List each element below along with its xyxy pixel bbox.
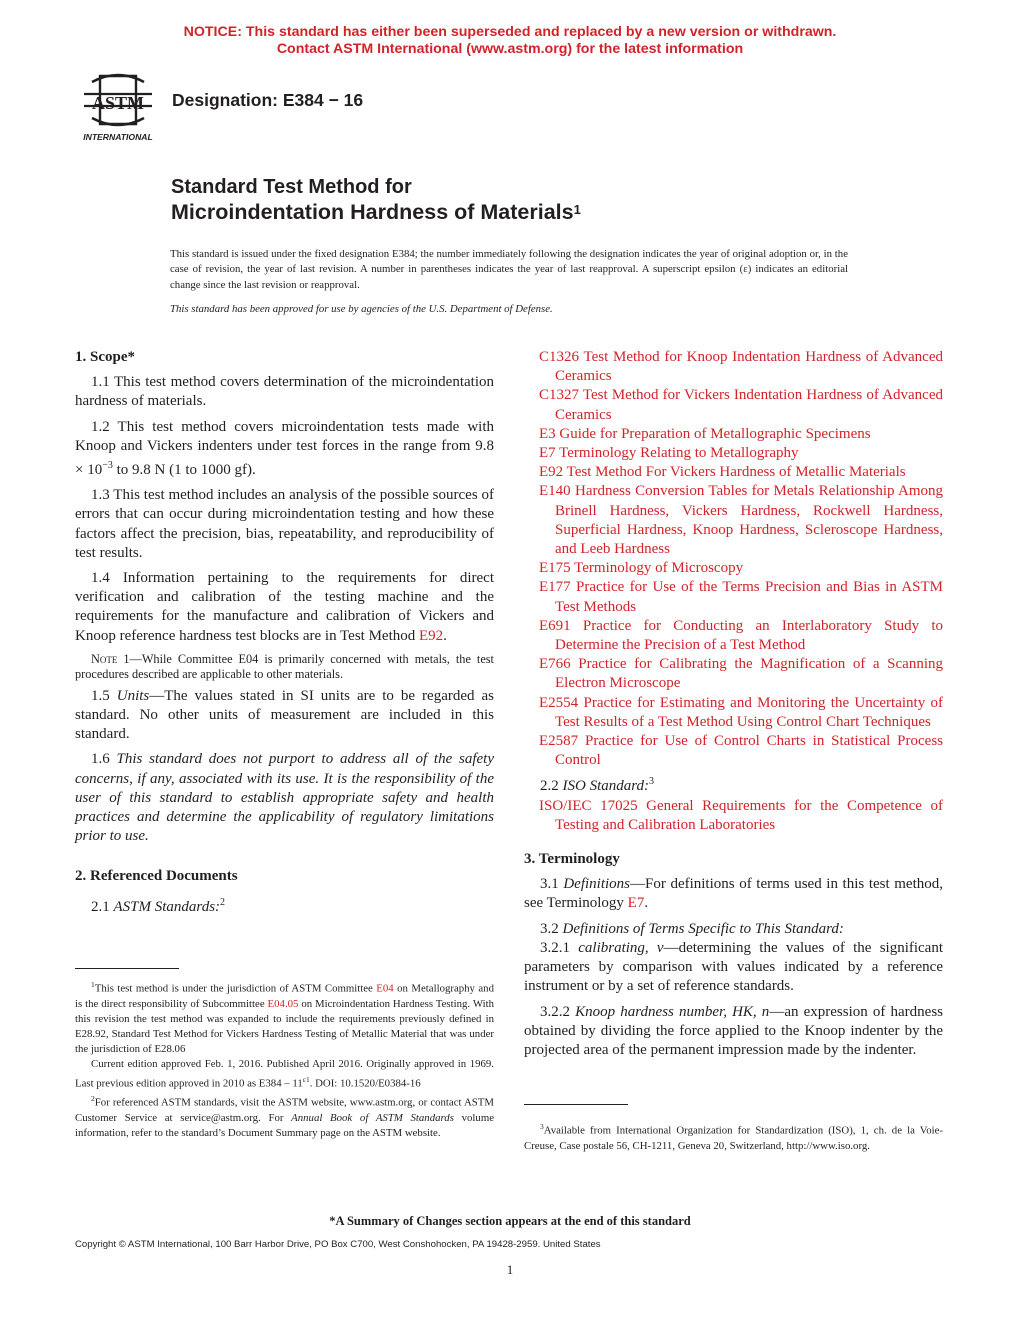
left-column (75, 348, 494, 923)
link-e04[interactable]: E04 (376, 982, 394, 995)
footnote-1 (75, 977, 494, 1057)
para-2-2 (524, 772, 943, 796)
reference-title[interactable]: Practice for Use of the Terms Precision and Bias in ASTM Test Methods (555, 579, 944, 615)
reference-title[interactable]: Test Method For Vickers Hardness of Metallic Materials (566, 464, 906, 481)
svg-text:INTERNATIONAL: INTERNATIONAL (83, 132, 153, 142)
para-1-2-exponent: −3 (102, 460, 113, 472)
footnote-1-text-b: on Metallography and is the direct responsibility of Subcommittee (75, 982, 494, 1010)
reference-item[interactable] (524, 386, 943, 424)
reference-code[interactable]: E92 (539, 464, 564, 481)
designation: Designation: E384 − 16 (172, 90, 364, 110)
footnote-2 (75, 1091, 494, 1141)
astm-logo-icon (72, 70, 164, 146)
reference-item[interactable] (524, 732, 943, 770)
reference-code[interactable]: E140 (539, 483, 571, 500)
title-footnote-mark: 1 (573, 202, 581, 217)
footnote-1-text-a: This test method is under the jurisdiction of ASTM Committee (94, 982, 377, 995)
page-number: 1 (506, 1262, 514, 1277)
reference-title[interactable]: General Requirements for the Competence of Testing and Calibration Laboratories (555, 797, 943, 833)
para-3-2 (524, 920, 943, 939)
para-1-1: 1.1 This test method covers determination of the microindentation hardness of materials. (75, 374, 494, 410)
reference-title[interactable]: Practice for Use of Control Charts in Statistical Process Control (555, 733, 943, 769)
para-3-2-1 (524, 939, 943, 997)
reference-title[interactable]: Practice for Calibrating the Magnification of a Scanning Electron Microscope (555, 656, 944, 692)
title-text: Microindentation Hardness of Materials (171, 200, 574, 224)
para-3-1-num: 3.1 (540, 876, 564, 893)
para-1-5-text: —The values stated in SI units are to be regarded as standard. No other units of measurement are included in this standard. (75, 687, 494, 743)
footnote-3-text: Available from International Organization for Standardization (ISO), 1, ch. de la Voie-Creuse, Case postale 56, CH-1211, Geneva 20, Switzerland, http://www.iso.org. (524, 1124, 943, 1152)
para-2-1-italic: ASTM Standards: (113, 898, 221, 915)
reference-title[interactable]: Practice for Conducting an Interlaboratory Study to Determine the Precision of a Test Method (555, 617, 943, 654)
section-heading-referenced-documents: 2. Referenced Documents (75, 868, 238, 885)
section-heading-scope: 1. Scope* (75, 349, 135, 365)
reference-title[interactable]: Test Method for Knoop Indentation Hardness of Advanced Ceramics (555, 349, 943, 385)
reference-code[interactable]: E691 (539, 617, 571, 634)
reference-code[interactable]: E177 (539, 579, 571, 596)
footnote-1-text-c: on Microindentation Hardness Testing. With this revision the test method was expanded to include the requirements previously defined in E28.92, Standard Test Method for Vickers Hardness Testing of Metallic Material that was under the jurisdiction of E28.06 (75, 997, 494, 1055)
para-1-2 (75, 418, 494, 481)
right-footnotes (524, 1104, 943, 1154)
reference-code[interactable]: E766 (539, 656, 571, 673)
footnote-2-italic: Annual Book of ASTM Standards (291, 1111, 454, 1124)
left-footnotes (75, 968, 494, 1141)
para-1-6 (75, 750, 494, 846)
para-3-2-italic: Definitions of Terms Specific to This Standard: (562, 920, 844, 937)
reference-code[interactable]: E7 (539, 445, 556, 462)
copyright: Copyright © ASTM International, 100 Barr Harbor Drive, PO Box C700, West Conshohocken, PA 19428-2959. United States (75, 1239, 601, 1250)
reference-title[interactable]: Guide for Preparation of Metallographic Specimens (559, 425, 871, 442)
right-column (524, 348, 943, 1066)
reference-code[interactable]: E2587 (539, 733, 579, 750)
para-3-2-2-italic: Knoop hardness number, HK, n (575, 1003, 770, 1020)
title-line-2 (171, 199, 581, 225)
svg-text:ASTM: ASTM (91, 93, 145, 113)
reference-iso-17025[interactable] (524, 797, 943, 835)
issued-statement: This standard is issued under the fixed designation E384; the number immediately following the designation indicates the year of original adoption or, in the case of revision, the year of last revision. A number in parentheses indicates the year of last reapproval. A superscript epsilon (ε) indicates an editorial change since the last revision or reapproval. (170, 248, 848, 291)
para-3-1-italic: Definitions (563, 876, 631, 893)
withdrawal-notice (0, 24, 1020, 58)
reference-title[interactable]: Practice for Estimating and Monitoring the Uncertainty of Test Results of a Test Method Using Control Chart Techniques (555, 694, 944, 730)
link-e04-05[interactable]: E04.05 (267, 997, 299, 1010)
para-3-2-2-num: 3.2.2 (540, 1003, 576, 1020)
reference-item[interactable] (524, 578, 943, 616)
reference-item[interactable] (524, 655, 943, 693)
para-2-1 (75, 893, 494, 917)
reference-title[interactable]: Terminology of Microscopy (574, 560, 744, 577)
approved-statement: This standard has been approved for use by agencies of the U.S. Department of Defense. (170, 303, 553, 315)
reference-code[interactable]: C1327 (539, 387, 580, 404)
reference-code[interactable]: E3 (539, 425, 556, 442)
para-1-5 (75, 687, 494, 745)
note-1-text: —While Committee E04 is primarily concerned with metals, the test procedures described are applicable to other materials. (75, 651, 494, 682)
para-1-5-italic: Units (116, 687, 150, 704)
reference-code[interactable]: E175 (539, 560, 571, 577)
footnote-1-doi: . DOI: 10.1520/E0384-16 (309, 1077, 421, 1090)
reference-item[interactable] (524, 425, 943, 444)
notice-line-2: Contact ASTM International (www.astm.org) for the latest information (276, 41, 744, 57)
para-1-6-num: 1.6 (91, 751, 117, 768)
para-1-3: 1.3 This test method includes an analysis of the possible sources of errors that can occur during microindentation testing and how these factors affect the precision, bias, repeatability, and reproducibility of test results. (75, 487, 494, 561)
footnote-2-mark: 2 (91, 1094, 95, 1104)
note-1-label: Note 1 (91, 651, 130, 666)
para-3-2-2 (524, 1003, 943, 1061)
footnote-3 (524, 1119, 943, 1154)
para-3-1 (524, 875, 943, 913)
reference-item[interactable] (524, 559, 943, 578)
reference-item[interactable] (524, 482, 943, 559)
para-1-5-num: 1.5 (91, 687, 117, 704)
para-2-2-num: 2.2 (540, 778, 563, 795)
para-1-2-text-b: to 9.8 N (1 to 1000 gf). (112, 462, 256, 479)
footnote-1-epsilon: ε1 (302, 1074, 310, 1084)
para-3-2-1-text: —determining the values of the significant parameters by comparison with values indicated by a reference instrument or by a set of reference standards. (524, 939, 944, 995)
note-1 (75, 652, 494, 683)
para-2-1-footnote-mark: 2 (220, 896, 226, 908)
para-3-2-num: 3.2 (540, 920, 563, 937)
footnote-1-edition-text: Current edition approved Feb. 1, 2016. Published April 2016. Originally approved in 1969. Last previous edition approved in 2010 as E384 – 11 (75, 1057, 494, 1090)
footnote-1-edition (75, 1057, 494, 1092)
para-2-1-num: 2.1 (91, 898, 114, 915)
para-1-6-italic: This standard does not purport to address all of the safety concerns, if any, associated with its use. It is the responsibility of the user of this standard to establish appropriate safety and health practices and determine the applicability of regulatory limitations prior to use. (75, 751, 495, 845)
para-2-2-italic: ISO Standard: (562, 778, 650, 795)
reference-title[interactable]: Test Method for Vickers Indentation Hardness of Advanced Ceramics (555, 387, 943, 423)
reference-item[interactable] (524, 444, 943, 463)
summary-of-changes-note: *A Summary of Changes section appears at the end of this standard (329, 1214, 691, 1228)
footnote-1-mark: 1 (91, 980, 95, 989)
notice-line-1: NOTICE: This standard has either been superseded and replaced by a new version or withdrawn. (183, 24, 837, 40)
para-3-2-2-text: —an expression of hardness obtained by dividing the force applied to the Knoop indenter by the projected area of the permanent impression made by the indenter. (524, 1003, 944, 1058)
para-2-2-footnote-mark: 3 (649, 776, 655, 788)
reference-item[interactable] (524, 694, 943, 732)
reference-code[interactable]: ISO/IEC 17025 (539, 797, 638, 814)
reference-item[interactable] (524, 463, 943, 482)
link-e7[interactable]: E7 (627, 895, 645, 912)
link-e92[interactable]: E92 (418, 627, 444, 644)
para-3-1-text: —For definitions of terms used in this test method, see Terminology (524, 876, 943, 912)
para-1-4-end: . (443, 627, 447, 644)
footnote-3-mark: 3 (540, 1122, 544, 1131)
reference-title[interactable]: Hardness Conversion Tables for Metals Relationship Among Brinell Hardness, Vickers Hardness, Rockwell Hardness, Superficial Hardness, Knoop Hardness, Scleroscope Hardness, and Leeb Hardness (555, 483, 943, 558)
para-3-1-end: . (644, 895, 649, 912)
reference-code[interactable]: C1326 (539, 349, 580, 365)
title-line-1: Standard Test Method for (171, 176, 412, 198)
reference-item[interactable] (524, 617, 943, 655)
para-1-2-text-a: 1.2 This test method covers microindentation tests made with Knoop and Vickers indenters under test forces in the range from 9.8 × 10 (75, 418, 494, 479)
para-1-4 (75, 569, 494, 646)
para-1-4-text: 1.4 Information pertaining to the requirements for direct verification and calibration of the testing machine and the requirements for the manufacture and calibration of Vickers and Knoop reference hardness test blocks are in Test Method (75, 570, 494, 644)
reference-item[interactable] (524, 348, 943, 386)
section-heading-terminology: 3. Terminology (524, 851, 620, 868)
footnote-2-text-b: volume information, refer to the standard’s Document Summary page on the ASTM website. (75, 1111, 495, 1139)
para-3-2-1-num: 3.2.1 (540, 939, 579, 956)
reference-title[interactable]: Terminology Relating to Metallography (559, 445, 799, 462)
para-3-2-1-italic: calibrating, v (578, 939, 664, 956)
footnote-2-text-a: For referenced ASTM standards, visit the ASTM website, www.astm.org, or contact ASTM Customer Service at service@astm.org. For (75, 1096, 494, 1124)
reference-code[interactable]: E2554 (539, 694, 579, 711)
astm-reference-list (524, 348, 943, 770)
